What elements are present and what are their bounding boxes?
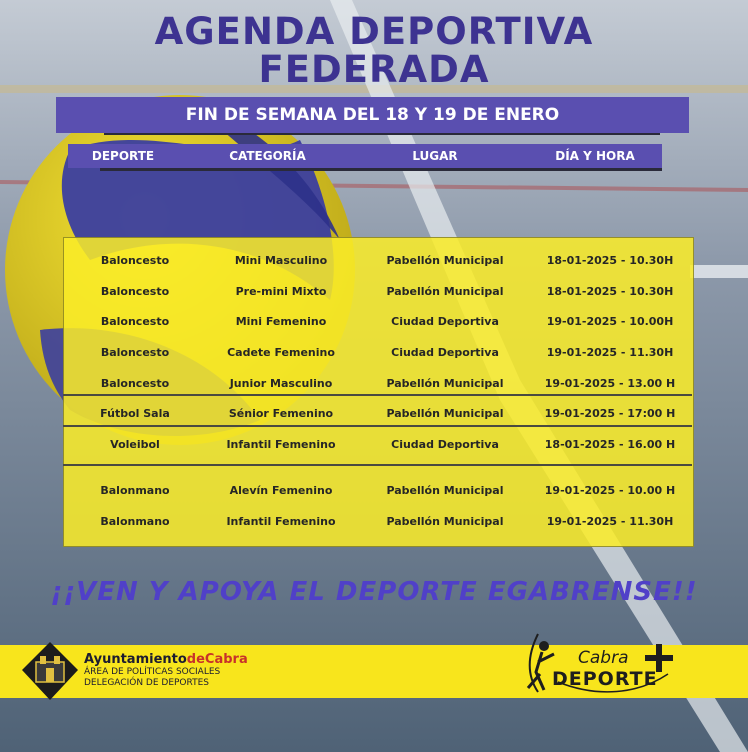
cell-categoria: Junior Masculino [229, 377, 333, 390]
cell-deporte: Fútbol Sala [100, 407, 170, 420]
cell-categoria: Cadete Femenino [227, 346, 335, 359]
cell-fecha: 18-01-2025 - 10.30H [546, 285, 674, 298]
cell-deporte: Baloncesto [100, 346, 170, 359]
cell-lugar: Pabellón Municipal [386, 254, 504, 267]
title-line-1: AGENDA DEPORTIVA [154, 10, 594, 53]
cell-lugar: Pabellón Municipal [386, 407, 504, 420]
column-header-lugar: LUGAR [412, 149, 458, 163]
cell-fecha: 19-01-2025 - 17:00 H [544, 407, 676, 420]
cell-lugar: Pabellón Municipal [386, 484, 504, 497]
cell-deporte: Baloncesto [100, 254, 170, 267]
cell-categoria: Mini Femenino [235, 315, 327, 328]
call-to-action: ¡¡VEN Y APOYA EL DEPORTE EGABRENSE!! [50, 577, 698, 607]
ayuntamiento-name [84, 652, 248, 667]
cell-lugar: Pabellón Municipal [386, 515, 504, 528]
cell-categoria: Sénior Femenino [228, 407, 334, 420]
cell-categoria: Infantil Femenino [226, 515, 336, 528]
cell-deporte: Voleibol [110, 438, 160, 451]
cell-categoria: Alevín Femenino [229, 484, 333, 497]
cell-categoria: Infantil Femenino [226, 438, 336, 451]
cell-lugar: Pabellón Municipal [386, 377, 504, 390]
column-header-dia-hora: DÍA Y HORA [555, 149, 635, 163]
ayuntamiento-area: ÁREA DE POLÍTICAS SOCIALES [84, 667, 221, 677]
subtitle: FIN DE SEMANA DEL 18 Y 19 DE ENERO [185, 105, 560, 125]
cell-deporte: Balonmano [100, 484, 170, 497]
cell-categoria: Mini Masculino [234, 254, 328, 267]
column-header-deporte: DEPORTE [91, 149, 155, 163]
cell-deporte: Baloncesto [100, 285, 170, 298]
row-separator [63, 464, 692, 466]
ayuntamiento-block [84, 652, 248, 689]
ayuntamiento-name-a: Ayuntamiento [84, 652, 187, 667]
cell-fecha: 19-01-2025 - 10.00H [546, 315, 674, 328]
column-header-categoria: CATEGORÍA [229, 149, 306, 163]
title-line-2: FEDERADA [258, 48, 490, 91]
cell-fecha: 19-01-2025 - 13.00 H [544, 377, 676, 390]
cell-categoria: Pre-mini Mixto [235, 285, 327, 298]
brand-cabra: Cabra [578, 648, 629, 668]
cell-lugar: Ciudad Deportiva [391, 346, 499, 359]
ayuntamiento-delegacion: DELEGACIÓN DE DEPORTES [84, 678, 210, 688]
cell-lugar: Ciudad Deportiva [391, 315, 499, 328]
cell-deporte: Baloncesto [100, 377, 170, 390]
cell-fecha: 19-01-2025 - 10.00 H [544, 484, 676, 497]
cell-fecha: 18-01-2025 - 10.30H [546, 254, 674, 267]
cell-deporte: Baloncesto [100, 315, 170, 328]
ayuntamiento-shield-logo [20, 640, 80, 702]
cell-fecha: 18-01-2025 - 16.00 H [544, 438, 676, 451]
brand-deporte: DEPORTE [552, 668, 658, 690]
cell-fecha: 19-01-2025 - 11.30H [546, 515, 674, 528]
cell-deporte: Balonmano [100, 515, 170, 528]
cell-lugar: Ciudad Deportiva [391, 438, 499, 451]
row-separator [63, 425, 692, 427]
cell-lugar: Pabellón Municipal [386, 285, 504, 298]
row-separator [63, 394, 692, 396]
cell-fecha: 19-01-2025 - 11.30H [546, 346, 674, 359]
ayuntamiento-name-b: deCabra [186, 652, 248, 667]
